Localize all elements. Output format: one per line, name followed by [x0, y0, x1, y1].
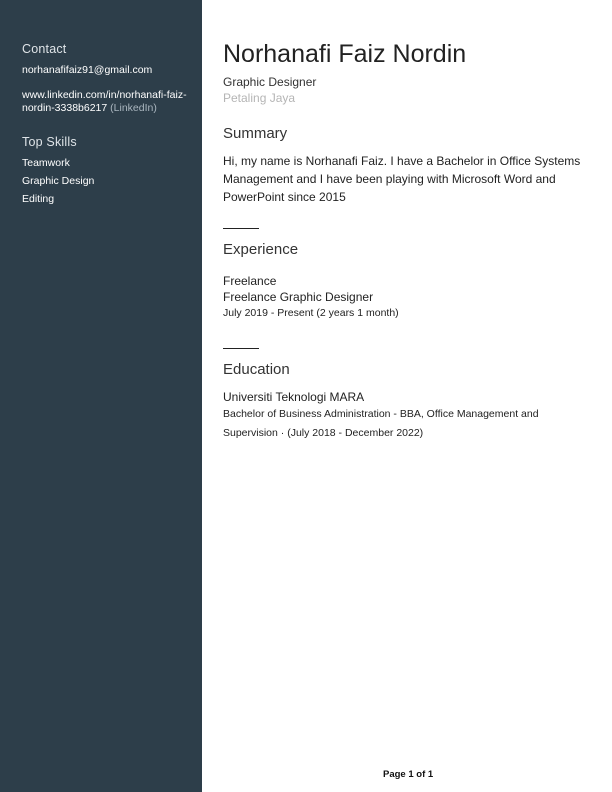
linkedin-link-line-2[interactable] — [22, 102, 157, 115]
skill-item-graphic-design: Graphic Design — [22, 175, 95, 187]
experience-company: Freelance — [223, 274, 277, 288]
top-skills-heading: Top Skills — [22, 135, 77, 149]
education-heading: Education — [223, 361, 290, 378]
email-link[interactable]: norhanafifaiz91@gmail.com — [22, 64, 153, 76]
profile-title: Graphic Designer — [223, 75, 317, 89]
main-content — [223, 0, 593, 792]
profile-location: Petaling Jaya — [223, 91, 296, 105]
education-degree-line-1: Bachelor of Business Administration - BBA, Office Management and — [223, 408, 539, 420]
sidebar — [0, 0, 202, 792]
linkedin-link-line-1[interactable]: www.linkedin.com/in/norhanafi-faiz- — [22, 89, 187, 101]
page-number: Page 1 of 1 — [383, 769, 434, 780]
experience-heading: Experience — [223, 241, 299, 258]
linkedin-url-tail[interactable]: nordin-3338b6217 — [22, 102, 108, 114]
contact-heading: Contact — [22, 42, 67, 56]
summary-line-2: Management and I have been playing with Microsoft Word and — [223, 172, 556, 186]
skill-item-editing: Editing — [22, 193, 55, 205]
education-school: Universiti Teknologi MARA — [223, 390, 365, 404]
summary-line-3: PowerPoint since 2015 — [223, 190, 346, 204]
summary-line-1: Hi, my name is Norhanafi Faiz. I have a Bachelor in Office Systems — [223, 154, 581, 168]
experience-dates: July 2019 - Present (2 years 1 month) — [223, 307, 399, 319]
experience-role: Freelance Graphic Designer — [223, 290, 374, 304]
profile-name: Norhanafi Faiz Nordin — [223, 40, 467, 68]
section-divider — [223, 348, 259, 349]
linkedin-label: (LinkedIn) — [110, 102, 157, 114]
summary-heading: Summary — [223, 125, 288, 142]
skill-item-teamwork: Teamwork — [22, 157, 70, 169]
education-degree-line-2: Supervision · (July 2018 - December 2022) — [223, 427, 424, 439]
section-divider — [223, 228, 259, 229]
